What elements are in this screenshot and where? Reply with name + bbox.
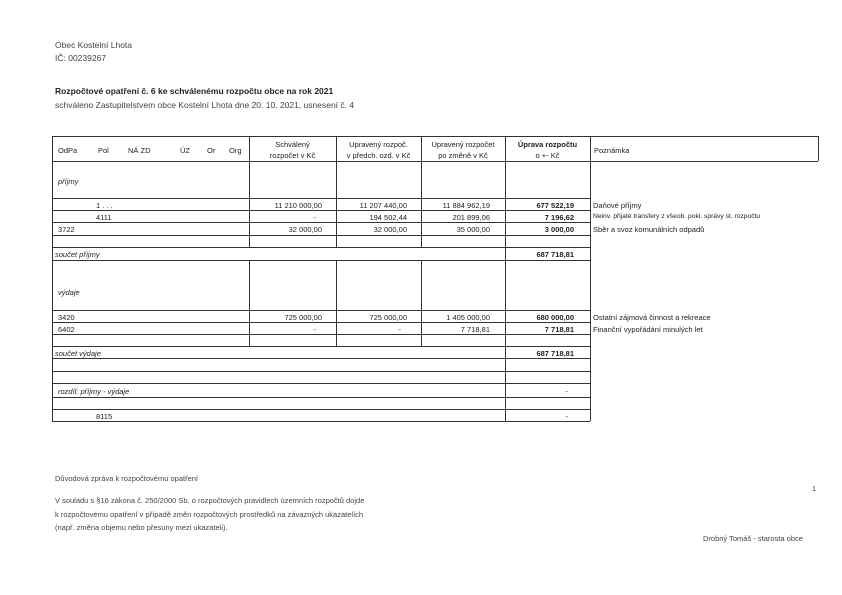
cell-odpa: 6402	[58, 325, 75, 334]
cell-pol: 1 . . .	[96, 201, 113, 210]
col-header-org: Org	[229, 146, 242, 155]
table-line	[52, 247, 590, 248]
cell-odpa: 3420	[58, 313, 75, 322]
col-header-uprava	[505, 140, 590, 160]
col-header-nazd: NÁ ZD	[128, 146, 151, 155]
section-label-vydaje: výdaje	[58, 288, 80, 297]
table-line	[52, 397, 590, 398]
document-subtitle: schváleno Zastupitelstvem obce Kostelní Lhota dne 20. 10. 2021, usnesení č. 4	[55, 100, 355, 110]
col-header-po-zmene-line1: Upravený rozpočet	[431, 140, 495, 149]
difference-label: rozdíl: příjmy - výdaje	[58, 387, 130, 396]
table-line	[52, 334, 590, 335]
financing-value: -	[565, 412, 568, 421]
col-header-po-zmene-line2: po změně v Kč	[438, 151, 488, 160]
sum-label-vydaje: součet výdaje	[55, 349, 101, 358]
document-title: Rozpočtové opatření č. 6 ke schválenému rozpočtu obce na rok 2021	[55, 86, 334, 96]
cell-upraveny: 11 207 440,00	[359, 201, 407, 210]
page-number: 1	[812, 484, 817, 493]
cell-po-zmene: 11 884 962,19	[442, 201, 490, 210]
col-header-schvaleny	[249, 140, 336, 160]
col-header-uprava-line1: Úprava rozpočtu	[517, 140, 578, 149]
justification-heading: Důvodová zpráva k rozpočtovému opatření	[55, 474, 198, 483]
signature: Drobný Tomáš - starosta obce	[703, 534, 803, 543]
col-header-upraveny	[336, 140, 421, 160]
col-header-uprava-line2: o +- Kč	[535, 151, 560, 160]
table-line	[52, 358, 590, 359]
justification-line-3: (např. změna objemu nebo přesuny mezi ukazateli).	[55, 523, 228, 532]
cell-po-zmene: 1 405 000,00	[446, 313, 490, 322]
table-line	[505, 136, 506, 421]
cell-uprava: 677 522,19	[536, 201, 574, 210]
col-header-upraveny-line1: Upravený rozpoč.	[349, 140, 408, 149]
justification-line-1: V souladu s §16 zákona č. 250/2000 Sb. o rozpočtových pravidlech územních rozpočtů dojde	[55, 496, 365, 505]
cell-schvaleny: 725 000,00	[284, 313, 322, 322]
cell-upraveny: 725 000,00	[369, 313, 407, 322]
table-line	[52, 235, 590, 236]
cell-upraveny: 32 000,00	[373, 225, 407, 234]
sum-value-prijmy: 687 718,81	[536, 250, 574, 259]
table-line	[52, 409, 590, 410]
table-line	[52, 136, 818, 137]
cell-schvaleny: 32 000,00	[288, 225, 322, 234]
cell-poznamka: Sběr a svoz komunálních odpadů	[593, 225, 705, 234]
cell-schvaleny: 11 210 000,00	[274, 201, 322, 210]
cell-odpa: 3722	[58, 225, 75, 234]
cell-schvaleny: -	[313, 213, 316, 222]
col-header-schvaleny-line1: Schválený	[275, 140, 310, 149]
col-header-upraveny-line2: v předch. ozd. v Kč	[346, 151, 411, 160]
cell-uprava: 7 718,81	[544, 325, 574, 334]
sum-value-vydaje: 687 718,81	[536, 349, 574, 358]
table-line	[52, 198, 590, 199]
cell-upraveny: -	[398, 325, 401, 334]
col-header-pol: Pol	[98, 146, 109, 155]
table-line	[52, 383, 590, 384]
difference-value: -	[565, 387, 568, 396]
cell-po-zmene: 35 000,00	[456, 225, 490, 234]
sum-label-prijmy: součet příjmy	[55, 250, 100, 259]
table-line	[52, 161, 818, 162]
col-header-schvaleny-line2: rozpočet v Kč	[269, 151, 316, 160]
cell-upraveny: 194 502,44	[369, 213, 407, 222]
table-line	[590, 136, 591, 421]
col-header-uz: ÚZ	[180, 146, 190, 155]
financing-pol: 8115	[96, 412, 113, 421]
cell-poznamka: Finanční vypořádání minulých let	[593, 325, 703, 334]
table-line	[52, 222, 590, 223]
table-line	[52, 421, 590, 422]
table-line	[818, 136, 819, 161]
col-header-or: Or	[207, 146, 216, 155]
table-line	[52, 210, 590, 211]
cell-schvaleny: -	[313, 325, 316, 334]
col-header-poznamka: Poznámka	[594, 146, 630, 155]
table-line	[52, 371, 590, 372]
col-header-po-zmene	[421, 140, 505, 160]
table-line	[52, 310, 590, 311]
cell-poznamka: Ostatní zájmová činnost a rekreace	[593, 313, 711, 322]
municipality-name: Obec Kostelní Lhota	[55, 40, 133, 50]
table-line	[52, 136, 53, 421]
cell-uprava: 680 000,00	[536, 313, 574, 322]
ic-number: IČ: 00239267	[55, 53, 107, 63]
cell-uprava: 7 196,62	[544, 213, 574, 222]
cell-po-zmene: 201 899,06	[452, 213, 490, 222]
cell-pol: 4111	[96, 213, 112, 222]
table-line	[52, 322, 590, 323]
justification-line-2: k rozpočtovému opatření v případě změn rozpočtových prostředků na závazných ukazatelích	[55, 510, 364, 519]
table-line	[52, 260, 590, 261]
section-label-prijmy: příjmy	[58, 177, 79, 186]
table-line	[52, 346, 590, 347]
col-header-odpa: OdPa	[58, 146, 78, 155]
cell-uprava: 3 000,00	[544, 225, 574, 234]
cell-poznamka: Daňové příjmy	[593, 201, 642, 210]
cell-po-zmene: 7 718,81	[460, 325, 490, 334]
cell-poznamka: Neinv. přijaté transfery z všeob. pokl. správy st. rozpočtu	[593, 213, 761, 220]
